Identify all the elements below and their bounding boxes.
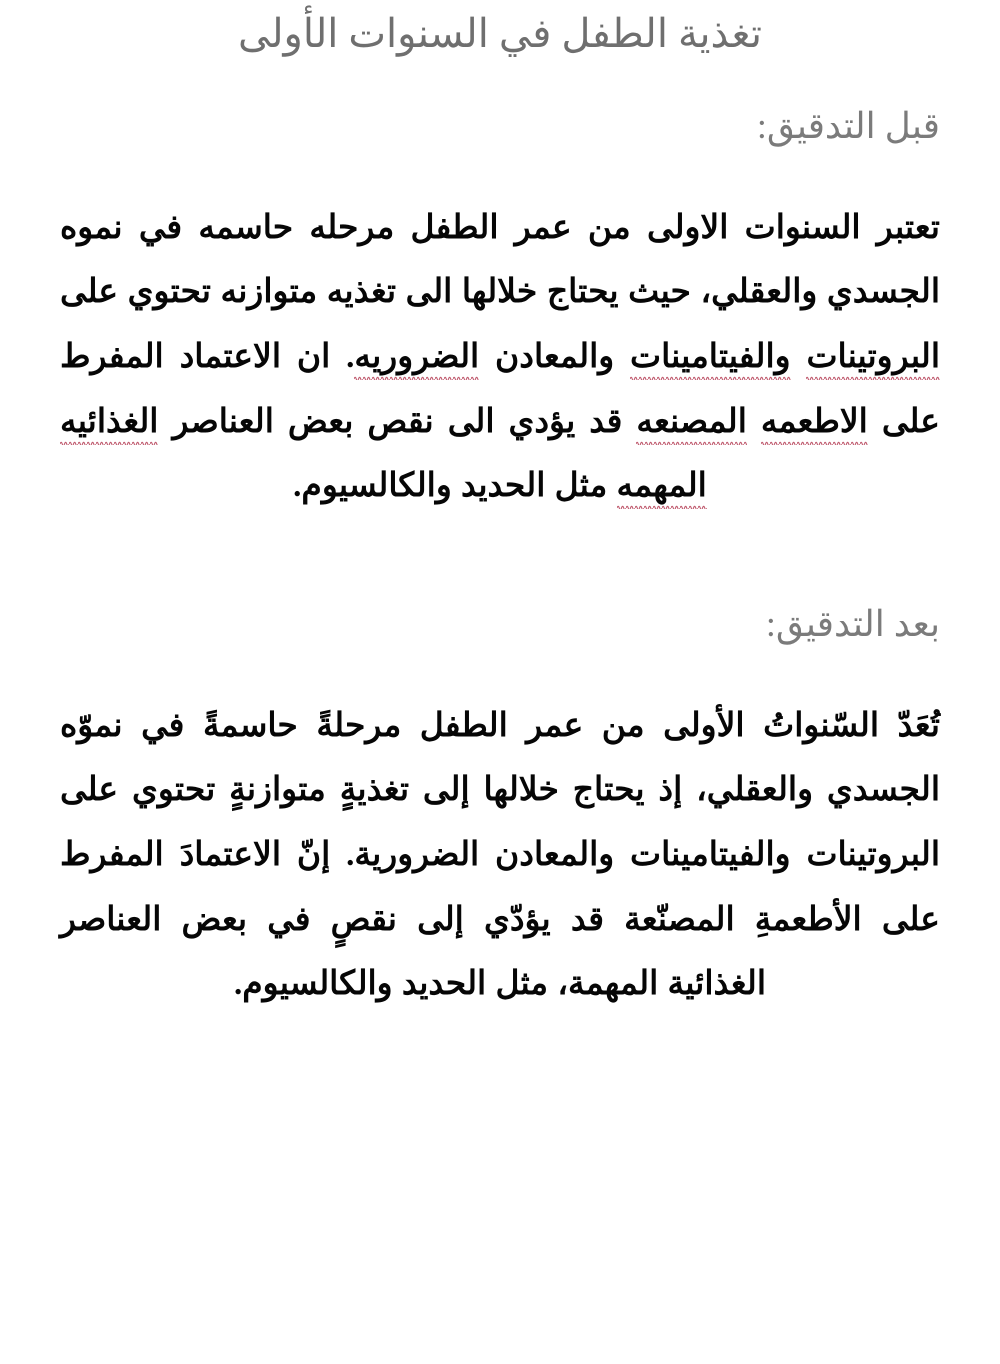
section-heading-after-proofreading: بعد التدقيق: <box>765 603 940 644</box>
misspelled-word[interactable]: البروتينات <box>806 339 940 380</box>
paragraph-before-proofreading: تعتبر السنوات الاولى من عمر الطفل مرحله حاسمه في نموه الجسدي والعقلي، حيث يحتاج خلالها الى تغذيه متوازنه تحتوي على البروتينات والفيتامينات والمعادن الضروريه. ان الاعتماد المفرط على الاطعمه المصنعه قد يؤدي الى نقص بعض العناصر الغذائيه المهمه مثل الحديد والكالسيوم. <box>60 196 940 519</box>
misspelled-word[interactable]: الضروريه <box>354 339 479 380</box>
misspelled-word[interactable]: والفيتامينات <box>630 339 791 380</box>
misspelled-word[interactable]: المهمه <box>617 468 707 509</box>
page-bottom-whitespace <box>60 1017 940 1137</box>
misspelled-word[interactable]: المصنعه <box>636 404 747 445</box>
page-title: تغذية الطفل في السنوات الأولى <box>238 11 762 56</box>
paragraph-after-proofreading: تُعَدّ السّنواتُ الأولى من عمر الطفل مرحلةً حاسمةً في نموّه الجسدي والعقلي، إذ يحتاج خلالها إلى تغذيةٍ متوازنةٍ تحتوي على البروتينات والفيتامينات والمعادن الضرورية. إنّ الاعتمادَ المفرط على الأطعمةِ المصنّعة قد يؤدّي إلى نقصٍ في بعض العناصر الغذائية المهمة، مثل الحديد والكالسيوم. <box>60 707 940 1003</box>
section-heading-before-proofreading: قبل التدقيق: <box>756 105 940 146</box>
misspelled-word[interactable]: الغذائيه <box>60 404 158 445</box>
misspelled-word[interactable]: الاطعمه <box>761 404 868 445</box>
